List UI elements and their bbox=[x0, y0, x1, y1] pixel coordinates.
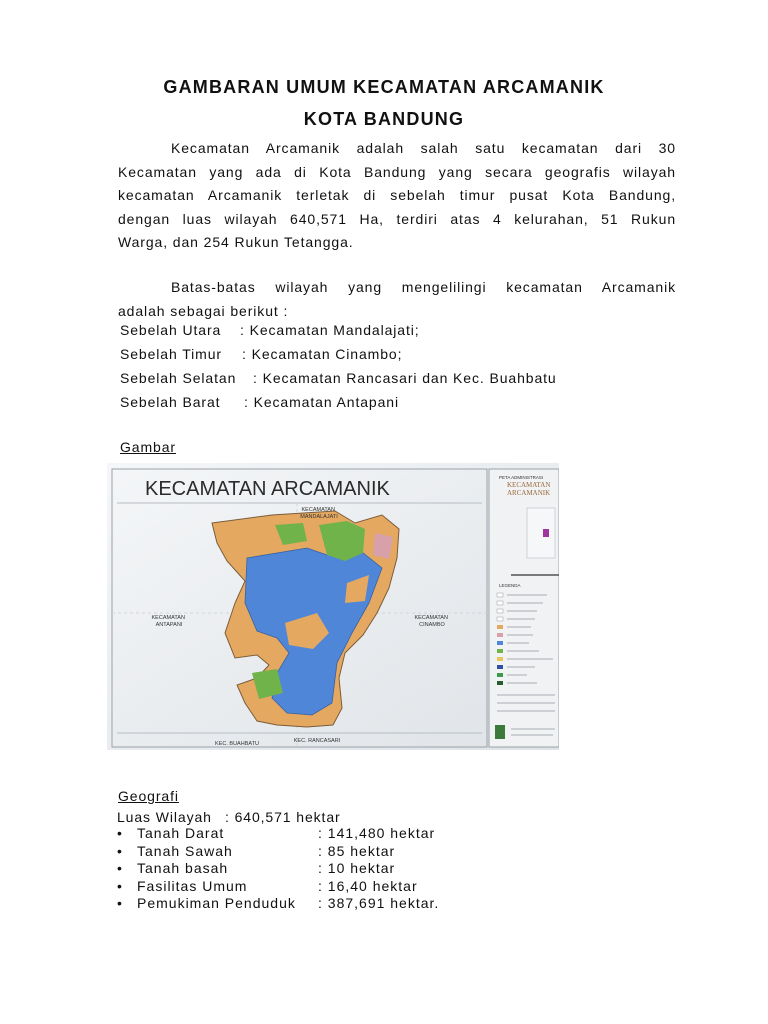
text-line: kecamatan Arcamanik terletak di sebelah timur pusat Kota Bandung, bbox=[118, 187, 676, 203]
intro-paragraph bbox=[118, 137, 676, 255]
legend-swatch bbox=[497, 617, 503, 621]
boundary-label: Sebelah Utara bbox=[120, 322, 222, 338]
label-east-line2: CINAMBO bbox=[419, 622, 445, 628]
boundary-value: : Kecamatan Antapani bbox=[244, 394, 399, 410]
legend-swatch bbox=[497, 657, 503, 661]
boundary-east bbox=[120, 346, 402, 362]
boundary-value: : Kecamatan Rancasari dan Kec. Buahbatu bbox=[253, 370, 557, 386]
text-line: Warga, dan 254 Rukun Tetangga. bbox=[118, 234, 354, 250]
label-east-line1: KECAMATAN bbox=[414, 615, 448, 621]
boundary-paragraph bbox=[118, 276, 676, 323]
page-title: GAMBARAN UMUM KECAMATAN ARCAMANIK bbox=[163, 77, 605, 97]
legend-swatch bbox=[497, 641, 503, 645]
inset-highlight bbox=[543, 529, 549, 537]
text-line: Batas-batas wilayah yang mengelilingi kecamatan Arcamanik bbox=[171, 279, 676, 295]
legend-swatch bbox=[497, 633, 503, 637]
legend-swatch bbox=[497, 673, 503, 677]
district-map-image bbox=[107, 463, 559, 750]
boundary-value: : Kecamatan Cinambo; bbox=[242, 346, 403, 362]
item-name: Fasilitas Umum bbox=[137, 877, 248, 894]
legend-swatch bbox=[497, 649, 503, 653]
list-item bbox=[117, 825, 439, 843]
label-west-line1: KECAMATAN bbox=[151, 615, 185, 621]
boundary-west bbox=[120, 394, 399, 410]
text-line: adalah sebagai berikut : bbox=[118, 302, 289, 319]
district-map bbox=[107, 463, 559, 750]
list-item bbox=[117, 878, 439, 896]
legend-peta-title: PETA ADMINISTRASI bbox=[499, 475, 544, 480]
label-west-line2: ANTAPANI bbox=[155, 622, 183, 628]
bullet-icon: • bbox=[117, 877, 123, 894]
boundary-label: Sebelah Selatan bbox=[120, 370, 237, 386]
legend-swatch bbox=[497, 665, 503, 669]
inset-map bbox=[527, 508, 555, 558]
geografi-heading: Geografi bbox=[118, 788, 179, 804]
bullet-icon: • bbox=[117, 860, 123, 876]
item-value: : 387,691 hektar. bbox=[318, 895, 440, 911]
text-line: Kecamatan yang ada di Kota Bandung yang secara geografis wilayah bbox=[118, 163, 676, 180]
label-north bbox=[300, 507, 338, 520]
item-value: : 141,480 hektar bbox=[318, 825, 436, 841]
luas-value: : 640,571 hektar bbox=[225, 809, 341, 825]
label-north-line2: MANDALAJATI bbox=[300, 514, 338, 520]
list-item bbox=[117, 860, 439, 878]
text-line: Kecamatan Arcamanik adalah salah satu kecamatan dari 30 bbox=[171, 140, 676, 156]
item-value: : 85 hektar bbox=[318, 842, 396, 859]
legend-swatch bbox=[497, 593, 503, 597]
label-west bbox=[152, 615, 187, 628]
legend-arca-title: ARCAMANIK bbox=[507, 489, 551, 497]
geografi-list bbox=[117, 825, 439, 913]
bullet-icon: • bbox=[117, 825, 123, 841]
item-name: Pemukiman Penduduk bbox=[137, 895, 296, 911]
legend-swatch bbox=[497, 625, 503, 629]
label-north-line1: KECAMATAN bbox=[301, 507, 335, 513]
label-south: KEC. RANCASARI bbox=[293, 738, 341, 744]
boundary-label: Sebelah Timur bbox=[120, 346, 222, 362]
label-south-west: KEC. BUAHBATU bbox=[215, 741, 259, 747]
boundary-north bbox=[120, 322, 420, 338]
bullet-icon: • bbox=[117, 842, 123, 859]
boundary-south bbox=[120, 370, 557, 386]
seal-icon bbox=[495, 725, 505, 739]
page-subtitle: KOTA BANDUNG bbox=[303, 109, 465, 129]
list-item bbox=[117, 895, 439, 913]
item-name: Tanah Sawah bbox=[137, 842, 233, 859]
bullet-icon: • bbox=[117, 895, 123, 911]
list-item bbox=[117, 843, 439, 861]
gambar-heading: Gambar bbox=[120, 439, 176, 455]
text-line: dengan luas wilayah 640,571 Ha, terdiri atas 4 kelurahan, 51 Rukun bbox=[118, 210, 676, 227]
legend-heading: LEGENDA bbox=[499, 583, 521, 588]
boundary-value: : Kecamatan Mandalajati; bbox=[240, 322, 420, 338]
luas-label: Luas Wilayah bbox=[117, 809, 212, 825]
legend-kec-title: KECAMATAN bbox=[507, 481, 551, 489]
map-title: KECAMATAN ARCAMANIK bbox=[145, 478, 390, 500]
item-value: : 10 hektar bbox=[318, 860, 396, 876]
item-value: : 16,40 hektar bbox=[318, 877, 418, 894]
legend-swatch bbox=[497, 681, 503, 685]
boundary-label: Sebelah Barat bbox=[120, 394, 221, 410]
luas-wilayah bbox=[117, 809, 341, 825]
legend-swatch bbox=[497, 609, 503, 613]
item-name: Tanah Darat bbox=[137, 825, 225, 841]
item-name: Tanah basah bbox=[137, 860, 229, 876]
legend-swatch bbox=[497, 601, 503, 605]
label-east bbox=[415, 615, 450, 628]
